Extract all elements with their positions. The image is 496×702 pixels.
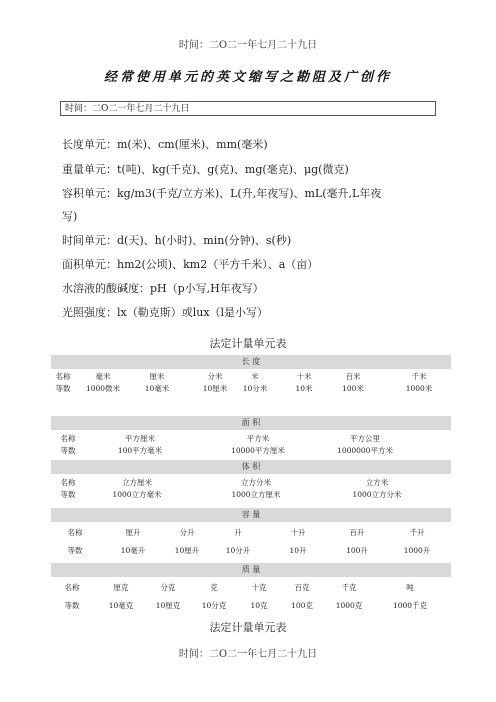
paragraph-light: 光照强度：lx（勒克斯）或lux（l是小写）: [62, 306, 269, 319]
table-cell: 千升: [409, 528, 425, 537]
table-cell: 十米: [296, 372, 312, 381]
table-row: [51, 430, 451, 443]
section-heading: 质 量: [51, 563, 451, 577]
table-cell: 千米: [411, 372, 427, 381]
table-cell: 100米: [342, 384, 364, 393]
table-cell: 10米: [295, 384, 313, 393]
table-row: [51, 577, 451, 595]
table-cell: 平方厘米: [125, 434, 155, 443]
table-cell: 等数: [60, 490, 76, 499]
table-cell: 立方米: [365, 478, 389, 487]
document-title: 经常使用单元的英文缩写之勘阻及广创作: [103, 70, 392, 85]
table-cell: 米: [251, 372, 259, 381]
table-row: [51, 595, 451, 613]
section-heading: 长 度: [51, 355, 451, 369]
table-cell: 1000立方毫米: [112, 490, 162, 499]
paragraph-ph: 水溶液的酸碱度：pH（p小写,H年夜写）: [62, 282, 264, 295]
section-volume: [51, 460, 451, 500]
table-cell: 等数: [67, 546, 83, 555]
table-cell: 1000立方分米: [352, 490, 402, 499]
table-cell: 1000微米: [85, 384, 121, 393]
table-row: [51, 443, 451, 456]
table-cell: 十克: [251, 583, 267, 592]
table-cell: 10分米: [242, 384, 268, 393]
table-cell: 等数: [64, 601, 80, 610]
section-capacity: [51, 508, 451, 558]
section-mass: [51, 563, 451, 613]
table-cell: 10毫克: [108, 601, 134, 610]
table-title-bottom: 法定计量单元表: [209, 621, 287, 634]
table-cell: 名称: [67, 528, 83, 537]
table-cell: 10分克: [201, 601, 227, 610]
table-cell: 百升: [349, 528, 365, 537]
table-cell: 厘克: [113, 583, 129, 592]
table-row: [51, 540, 451, 558]
table-cell: 1000千克: [392, 601, 428, 610]
table-cell: 厘米: [149, 372, 165, 381]
table-cell: 100克: [291, 601, 313, 610]
table-cell: 10厘米: [202, 384, 228, 393]
table-cell: 10厘克: [155, 601, 181, 610]
table-cell: 10克: [250, 601, 268, 610]
table-cell: 1000升: [403, 546, 431, 555]
table-cell: 名称: [60, 434, 76, 443]
table-cell: 100升: [346, 546, 368, 555]
table-cell: 平方米: [246, 434, 270, 443]
table-row: [51, 474, 451, 487]
table-cell: 毫米: [95, 372, 111, 381]
table-cell: 吨: [406, 583, 414, 592]
table-cell: 百克: [294, 583, 310, 592]
table-cell: 平方公里: [350, 434, 380, 443]
section-length: [51, 355, 451, 395]
section-heading: 容 量: [51, 508, 451, 522]
section-heading: 体 积: [51, 460, 451, 474]
table-cell: 1000立方厘米: [231, 490, 281, 499]
table-cell: 千克: [341, 583, 357, 592]
table-cell: 名称: [64, 583, 80, 592]
table-cell: 等数: [60, 446, 76, 455]
table-cell: 10分升: [225, 546, 251, 555]
boxed-date-note: 时间：二O二一年七月二十九日: [60, 101, 436, 116]
page-header: 时间：二O二一年七月二十九日: [178, 40, 318, 51]
section-area: [51, 416, 451, 456]
table-cell: 10毫米: [144, 384, 170, 393]
table-cell: 1000米: [405, 384, 433, 393]
table-cell: 等数: [55, 384, 71, 393]
table-cell: 十升: [290, 528, 306, 537]
paragraph-volume-cont: 写): [62, 210, 78, 223]
table-title: 法定计量单元表: [209, 337, 287, 350]
table-cell: 升: [234, 528, 242, 537]
table-cell: 立方厘米: [122, 478, 152, 487]
page-footer: 时间：二O二一年七月二十九日: [178, 649, 318, 660]
table-cell: 10厘升: [174, 546, 200, 555]
table-cell: 1000克: [335, 601, 363, 610]
table-cell: 名称: [55, 372, 71, 381]
table-cell: 厘升: [125, 528, 141, 537]
table-cell: 立方分米: [241, 478, 271, 487]
table-cell: 10毫升: [120, 546, 146, 555]
table-row: [51, 369, 451, 382]
section-heading: 面 积: [51, 416, 451, 430]
table-row: [51, 522, 451, 540]
table-row: [51, 382, 451, 395]
table-row: [51, 487, 451, 500]
table-cell: 分升: [179, 528, 195, 537]
paragraph-volume: 容积单元：kg/m3(千克/立方米)、L(升,年夜写)、mL(毫升,L年夜: [62, 187, 382, 200]
paragraph-area: 面积单元：hm2(公顷)、km2（平方千米）、a（亩）: [62, 258, 319, 271]
table-cell: 10000平方厘米: [231, 446, 285, 455]
table-cell: 100平方毫米: [117, 446, 163, 455]
paragraph-length: 长度单元：m(米)、cm(厘米)、mm(毫米): [62, 138, 268, 151]
table-cell: 名称: [60, 478, 76, 487]
table-cell: 1000000平方米: [337, 446, 393, 455]
table-cell: 百米: [345, 372, 361, 381]
paragraph-weight: 重量单元：t(吨)、kg(千克)、g(克)、mg(毫克)、μg(微克): [62, 163, 349, 176]
table-cell: 10升: [289, 546, 307, 555]
table-cell: 分米: [207, 372, 223, 381]
table-cell: 克: [210, 583, 218, 592]
table-cell: 分克: [160, 583, 176, 592]
paragraph-time: 时间单元：d(天)、h(小时)、min(分钟)、s(秒): [62, 234, 292, 247]
